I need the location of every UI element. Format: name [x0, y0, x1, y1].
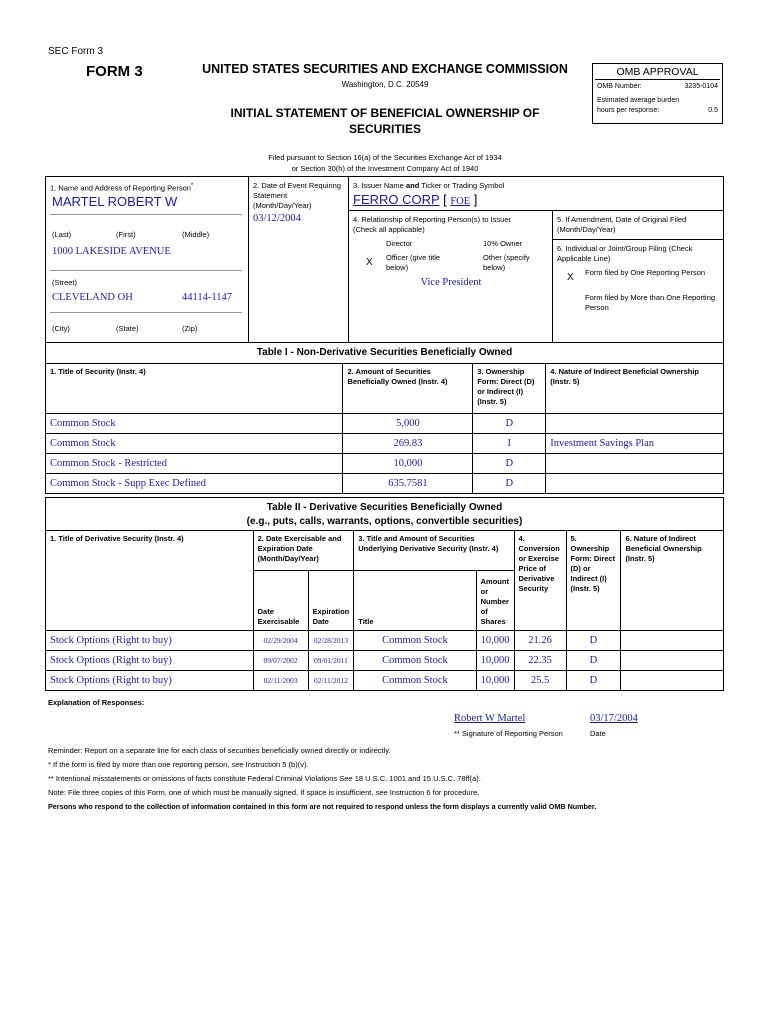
security-title: Common Stock - Restricted [46, 454, 343, 474]
underlying-title: Common Stock [354, 671, 476, 691]
table1-header-title: 1. Title of Security (Instr. 4) [46, 364, 343, 414]
security-title: Common Stock [46, 414, 343, 434]
table2-header-underlying: 3. Title and Amount of Securities Underlying Derivative Security (Instr. 4) [354, 531, 514, 571]
note1-em: see [231, 760, 244, 769]
note3-pre: Note: File three copies of this Form, one of which must be manually signed. If space is insufficient, [48, 788, 376, 797]
table-row [46, 434, 724, 454]
note-file-copies [48, 786, 728, 800]
filed-line2: or Section 30(h) of the Investment Company Act of 1940 [291, 164, 479, 173]
table1-title: Table I - Non-Derivative Securities Beneficially Owned [45, 342, 724, 364]
box5-label: 5. If Amendment, Date of Original Filed (Month/Day/Year) [557, 215, 687, 234]
note1-post: Instruction 5 (b)(v). [243, 760, 309, 769]
table1-header-amount: 2. Amount of Securities Beneficially Owned (Instr. 4) [343, 364, 473, 414]
omb-hours-value: 0.5 [708, 107, 718, 114]
table-row [46, 474, 724, 494]
form-title [180, 105, 590, 137]
note-misstatements [48, 772, 728, 786]
label-zip: (Zip) [182, 324, 198, 333]
table2-title [45, 497, 724, 531]
label-first: (First) [116, 230, 136, 239]
filed-by-one: Form filed by One Reporting Person [585, 268, 706, 277]
underlying-amount: 10,000 [476, 651, 514, 671]
signature-date: 03/17/2004 [590, 713, 638, 724]
security-title: Common Stock - Supp Exec Defined [46, 474, 343, 494]
underlying-amount: 10,000 [476, 671, 514, 691]
security-amount: 269.83 [343, 434, 473, 454]
security-amount: 635.7581 [343, 474, 473, 494]
label-city: (City) [52, 324, 70, 333]
ten-pct-owner-label: 10% Owner [483, 239, 523, 248]
subheader-date-exercisable: Date Exercisable [253, 571, 308, 631]
bracket-close: ] [473, 192, 478, 207]
ownership-nature [621, 631, 724, 651]
exercise-price: 25.5 [514, 671, 566, 691]
table-row [46, 454, 724, 474]
reporting-address: 1000 LAKESIDE AVENUE [52, 246, 171, 257]
table2-header-form: 5. Ownership Form: Direct (D) or Indirect (I) (Instr. 5) [566, 531, 621, 631]
omb-approval-box [592, 63, 723, 124]
ownership-nature [621, 671, 724, 691]
table-row [46, 671, 724, 691]
sec-form-label: SEC Form 3 [48, 46, 104, 57]
table-row [46, 414, 724, 434]
form-title-line1: INITIAL STATEMENT OF BENEFICIAL OWNERSHIP OF [230, 106, 540, 120]
ownership-form: D [473, 414, 546, 434]
omb-persons-note: Persons who respond to the collection of information contained in this form are not required to respond unless the form displays a currently valid OMB Number. [48, 802, 597, 811]
table-row [46, 651, 724, 671]
box2-label: 2. Date of Event Requiring Statement (Month/Day/Year) [253, 181, 341, 210]
ownership-form: D [473, 474, 546, 494]
signature-label: ** Signature of Reporting Person [454, 729, 563, 738]
underlying-title: Common Stock [354, 651, 476, 671]
box1-label [50, 181, 193, 194]
date-exercisable: 09/07/2002 [253, 651, 308, 671]
security-amount: 10,000 [343, 454, 473, 474]
omb-number-label: OMB Number: [597, 83, 642, 90]
reminder-note: Reminder: Report on a separate line for each class of securities beneficially owned directly or indirectly. [48, 746, 391, 755]
box1-star: * [190, 183, 194, 189]
ownership-form: D [473, 454, 546, 474]
ownership-form: D [566, 671, 621, 691]
ownership-nature [546, 414, 724, 434]
ticker-symbol: FOE [450, 196, 471, 207]
subheader-expiration-date: Expiration Date [308, 571, 354, 631]
event-date: 03/12/2004 [253, 213, 301, 224]
table2-derivative [45, 530, 724, 691]
box3-label-post: Ticker or Trading Symbol [419, 181, 505, 190]
derivative-title: Stock Options (Right to buy) [46, 631, 254, 651]
ownership-nature [621, 651, 724, 671]
derivative-title: Stock Options (Right to buy) [46, 651, 254, 671]
officer-title: Vice President [420, 277, 482, 288]
filing-checkmark: X [567, 272, 574, 283]
box4-label [353, 215, 549, 235]
omb-title: OMB APPROVAL [595, 66, 720, 80]
agency-city: Washington, D.C. 20549 [341, 80, 429, 89]
exercise-price: 22.35 [514, 651, 566, 671]
table2-header-nature: 6. Nature of Indirect Beneficial Ownership (Instr. 5) [621, 531, 724, 631]
signature-name: Robert W Martel [454, 713, 526, 724]
box3-label-pre: 3. Issuer Name [353, 181, 406, 190]
filed-by-more: Form filed by More than One Reporting Person [585, 293, 716, 312]
note2-em: See [339, 774, 353, 783]
exercise-price: 21.26 [514, 631, 566, 651]
derivative-title: Stock Options (Right to buy) [46, 671, 254, 691]
director-label: Director [386, 239, 413, 248]
table1-header-row [46, 364, 724, 414]
table2-title-line1: Table II - Derivative Securities Beneficially Owned [266, 502, 503, 513]
security-title: Common Stock [46, 434, 343, 454]
security-amount: 5,000 [343, 414, 473, 434]
subheader-title: Title [354, 571, 476, 631]
label-state: (State) [116, 324, 139, 333]
filed-pursuant [180, 152, 590, 174]
explanation-heading: Explanation of Responses: [48, 698, 145, 707]
date-exercisable: 02/29/2004 [253, 631, 308, 651]
omb-number-value: 3235-0104 [684, 83, 718, 90]
table2-header-conversion: 4. Conversion or Exercise Price of Derivative Security [514, 531, 566, 631]
expiration-date: 02/28/2013 [308, 631, 354, 651]
reporting-city: CLEVELAND OH [52, 292, 133, 303]
ownership-nature [546, 454, 724, 474]
box4-label-text: 4. Relationship of Reporting Person(s) to Issuer [353, 215, 511, 224]
note2-pre: ** Intentional misstatements or omissions of facts constitute Federal Criminal Violations [48, 774, 340, 783]
reporting-zip: 44114-1147 [182, 292, 232, 303]
table2-header-dates: 2. Date Exercisable and Expiration Date (Month/Day/Year) [253, 531, 354, 571]
bracket-open: [ [443, 192, 447, 207]
table1-header-form: 3. Ownership Form: Direct (D) or Indirect (I) (Instr. 5) [473, 364, 546, 414]
issuer-name: FERRO CORP [353, 192, 440, 207]
date-exercisable: 02/11/2003 [253, 671, 308, 691]
expiration-date: 09/01/2011 [308, 651, 354, 671]
note2-post: 18 U.S.C. 1001 and 15 U.S.C. 78ff(a). [352, 774, 481, 783]
table2-title-line2: (e.g., puts, calls, warrants, options, convertible securities) [246, 516, 523, 527]
expiration-date: 02/11/2012 [308, 671, 354, 691]
box3-label-and: and [405, 181, 420, 190]
omb-hours-label: hours per response: [597, 107, 660, 114]
label-middle: (Middle) [182, 230, 210, 239]
note3-em: see [375, 788, 388, 797]
form-title-line2: SECURITIES [348, 122, 421, 136]
issuer-line [353, 192, 477, 207]
table-row [46, 631, 724, 651]
table2-header-row [46, 531, 724, 571]
table1-header-nature: 4. Nature of Indirect Beneficial Ownership (Instr. 5) [546, 364, 724, 414]
table1-non-derivative [45, 363, 724, 494]
filed-line1: Filed pursuant to Section 16(a) of the Securities Exchange Act of 1934 [268, 153, 502, 162]
box4-sub: (Check all applicable) [353, 225, 425, 234]
ownership-form: I [473, 434, 546, 454]
note3-post: Instruction 6 for procedure. [387, 788, 480, 797]
underlying-title: Common Stock [354, 631, 476, 651]
note-multiple-persons [48, 758, 728, 772]
ownership-nature [546, 474, 724, 494]
label-last: (Last) [52, 230, 72, 239]
other-label: Other (specify below) [483, 253, 530, 272]
officer-label: Officer (give title below) [386, 253, 441, 272]
date-label: Date [590, 729, 606, 738]
ownership-form: D [566, 631, 621, 651]
box3-label [353, 181, 504, 191]
subheader-amount: Amount or Number of Shares [476, 571, 514, 631]
officer-checkmark: X [366, 257, 373, 268]
box1-label-text: 1. Name and Address of Reporting Person [50, 183, 191, 193]
underlying-amount: 10,000 [476, 631, 514, 651]
note1-pre: * If the form is filed by more than one reporting person, [48, 760, 232, 769]
label-street: (Street) [52, 278, 78, 287]
ownership-form: D [566, 651, 621, 671]
table2-header-title: 1. Title of Derivative Security (Instr. 4) [46, 531, 254, 631]
omb-burden-label: Estimated average burden [597, 97, 680, 104]
reporting-person-name: MARTEL ROBERT W [52, 194, 178, 209]
ownership-nature: Investment Savings Plan [546, 434, 724, 454]
footer-notes [48, 744, 728, 814]
box6-label: 6. Individual or Joint/Group Filing (Check Applicable Line) [557, 244, 693, 263]
agency-name: UNITED STATES SECURITIES AND EXCHANGE COMMISSION [202, 62, 568, 76]
form-number: FORM 3 [86, 63, 143, 80]
